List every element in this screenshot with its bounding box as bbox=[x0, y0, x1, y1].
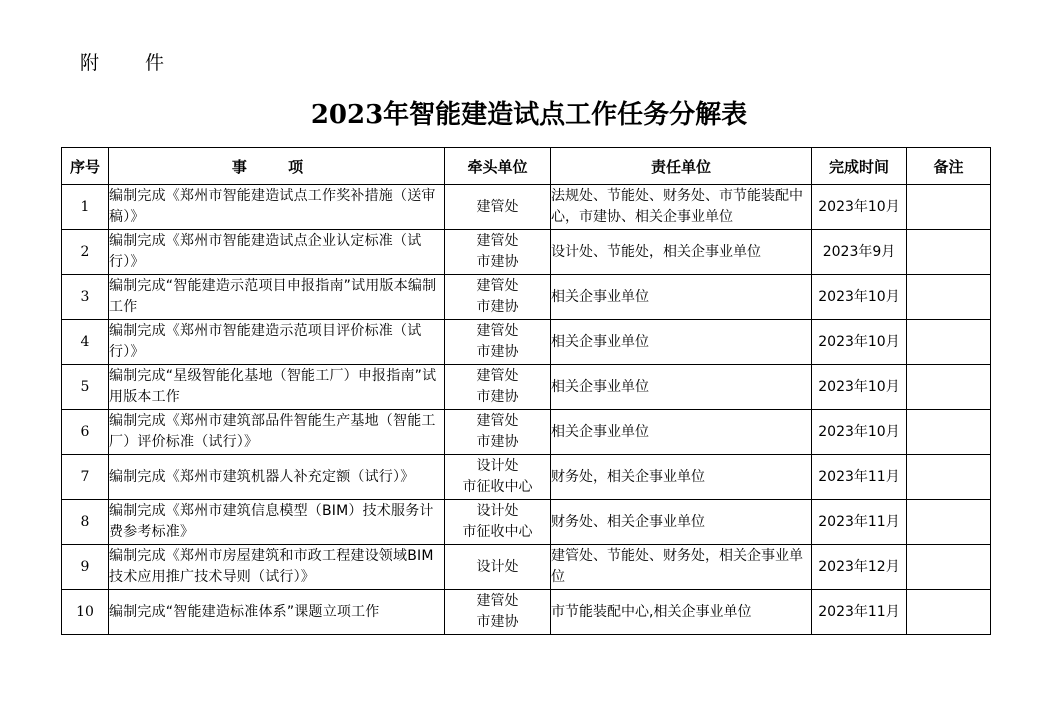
cell-lead bbox=[445, 365, 551, 410]
lead-unit: 设计处 bbox=[476, 558, 519, 575]
cell-time: 2023年10月 bbox=[812, 365, 907, 410]
cell-item: 编制完成《郑州市智能建造试点企业认定标准（试行）》 bbox=[109, 230, 445, 275]
cell-resp: 财务处，相关企事业单位 bbox=[551, 455, 812, 500]
lead-unit: 市建协 bbox=[476, 434, 519, 450]
cell-item: 编制完成《郑州市建筑部品件智能生产基地（智能工厂）评价标准（试行）》 bbox=[109, 410, 445, 455]
lead-unit: 建管处 bbox=[476, 413, 519, 429]
cell-time: 2023年10月 bbox=[812, 320, 907, 365]
cell-item: 编制完成“智能建造示范项目申报指南”试用版本编制工作 bbox=[109, 275, 445, 320]
cell-item: 编制完成《郑州市智能建造示范项目评价标准（试行）》 bbox=[109, 320, 445, 365]
cell-num: 3 bbox=[62, 275, 109, 320]
task-table bbox=[61, 147, 991, 635]
cell-resp: 相关企事业单位 bbox=[551, 320, 812, 365]
cell-resp: 设计处、节能处，相关企事业单位 bbox=[551, 230, 812, 275]
cell-num: 2 bbox=[62, 230, 109, 275]
cell-note bbox=[907, 185, 991, 230]
table-row bbox=[62, 320, 991, 365]
cell-note bbox=[907, 320, 991, 365]
cell-time: 2023年10月 bbox=[812, 275, 907, 320]
lead-unit: 市建协 bbox=[476, 344, 519, 360]
cell-time: 2023年11月 bbox=[812, 455, 907, 500]
cell-lead bbox=[445, 185, 551, 230]
cell-lead bbox=[445, 410, 551, 455]
lead-unit: 市征收中心 bbox=[462, 524, 533, 540]
table-row bbox=[62, 230, 991, 275]
header-item: 事 项 bbox=[109, 148, 445, 185]
table-row bbox=[62, 545, 991, 590]
cell-note bbox=[907, 410, 991, 455]
cell-item: 编制完成《郑州市建筑机器人补充定额（试行）》 bbox=[109, 455, 445, 500]
cell-time: 2023年9月 bbox=[812, 230, 907, 275]
cell-note bbox=[907, 455, 991, 500]
cell-time: 2023年10月 bbox=[812, 185, 907, 230]
lead-unit: 建管处 bbox=[476, 233, 519, 249]
cell-num: 4 bbox=[62, 320, 109, 365]
cell-item: 编制完成《郑州市智能建造试点工作奖补措施（送审稿）》 bbox=[109, 185, 445, 230]
header-lead: 牵头单位 bbox=[445, 148, 551, 185]
lead-unit: 建管处 bbox=[476, 368, 519, 384]
lead-unit: 市建协 bbox=[476, 299, 519, 315]
cell-num: 9 bbox=[62, 545, 109, 590]
cell-note bbox=[907, 365, 991, 410]
header-num: 序号 bbox=[62, 148, 109, 185]
cell-lead bbox=[445, 275, 551, 320]
table-row bbox=[62, 365, 991, 410]
table-row bbox=[62, 500, 991, 545]
header-note: 备注 bbox=[907, 148, 991, 185]
cell-num: 6 bbox=[62, 410, 109, 455]
cell-num: 5 bbox=[62, 365, 109, 410]
cell-resp: 市节能装配中心,相关企事业单位 bbox=[551, 590, 812, 635]
cell-note bbox=[907, 500, 991, 545]
lead-unit: 设计处 bbox=[476, 503, 519, 519]
cell-resp: 财务处、相关企事业单位 bbox=[551, 500, 812, 545]
cell-resp: 相关企事业单位 bbox=[551, 365, 812, 410]
cell-lead bbox=[445, 590, 551, 635]
lead-unit: 市征收中心 bbox=[462, 479, 533, 495]
header-resp: 责任单位 bbox=[551, 148, 812, 185]
cell-lead bbox=[445, 545, 551, 590]
table-header-row bbox=[62, 148, 991, 185]
attachment-label: 附 件 bbox=[80, 52, 185, 74]
cell-resp: 法规处、节能处、财务处、市节能装配中心，市建协、相关企事业单位 bbox=[551, 185, 812, 230]
page-title: 2023年智能建造试点工作任务分解表 bbox=[310, 100, 748, 130]
table-row bbox=[62, 275, 991, 320]
cell-lead bbox=[445, 500, 551, 545]
table-row bbox=[62, 590, 991, 635]
lead-unit: 设计处 bbox=[476, 458, 519, 474]
cell-item: 编制完成“星级智能化基地（智能工厂）申报指南”试用版本工作 bbox=[109, 365, 445, 410]
cell-resp: 相关企事业单位 bbox=[551, 410, 812, 455]
cell-lead bbox=[445, 455, 551, 500]
cell-item: 编制完成“智能建造标准体系”课题立项工作 bbox=[109, 590, 445, 635]
table-row bbox=[62, 455, 991, 500]
header-time: 完成时间 bbox=[812, 148, 907, 185]
lead-unit: 建管处 bbox=[476, 593, 519, 609]
table-row bbox=[62, 410, 991, 455]
cell-num: 1 bbox=[62, 185, 109, 230]
cell-time: 2023年11月 bbox=[812, 500, 907, 545]
cell-time: 2023年12月 bbox=[812, 545, 907, 590]
lead-unit: 市建协 bbox=[476, 254, 519, 270]
lead-unit: 建管处 bbox=[476, 198, 519, 215]
cell-note bbox=[907, 230, 991, 275]
lead-unit: 市建协 bbox=[476, 389, 519, 405]
cell-resp: 建管处、节能处、财务处，相关企事业单位 bbox=[551, 545, 812, 590]
cell-num: 10 bbox=[62, 590, 109, 635]
cell-lead bbox=[445, 320, 551, 365]
cell-resp: 相关企事业单位 bbox=[551, 275, 812, 320]
cell-time: 2023年10月 bbox=[812, 410, 907, 455]
cell-note bbox=[907, 275, 991, 320]
table-row bbox=[62, 185, 991, 230]
lead-unit: 市建协 bbox=[476, 614, 519, 630]
cell-num: 7 bbox=[62, 455, 109, 500]
cell-note bbox=[907, 545, 991, 590]
cell-note bbox=[907, 590, 991, 635]
cell-item: 编制完成《郑州市建筑信息模型（BIM）技术服务计费参考标准》 bbox=[109, 500, 445, 545]
lead-unit: 建管处 bbox=[476, 278, 519, 294]
cell-item: 编制完成《郑州市房屋建筑和市政工程建设领域BIM技术应用推广技术导则（试行）》 bbox=[109, 545, 445, 590]
lead-unit: 建管处 bbox=[476, 323, 519, 339]
cell-lead bbox=[445, 230, 551, 275]
cell-time: 2023年11月 bbox=[812, 590, 907, 635]
cell-num: 8 bbox=[62, 500, 109, 545]
